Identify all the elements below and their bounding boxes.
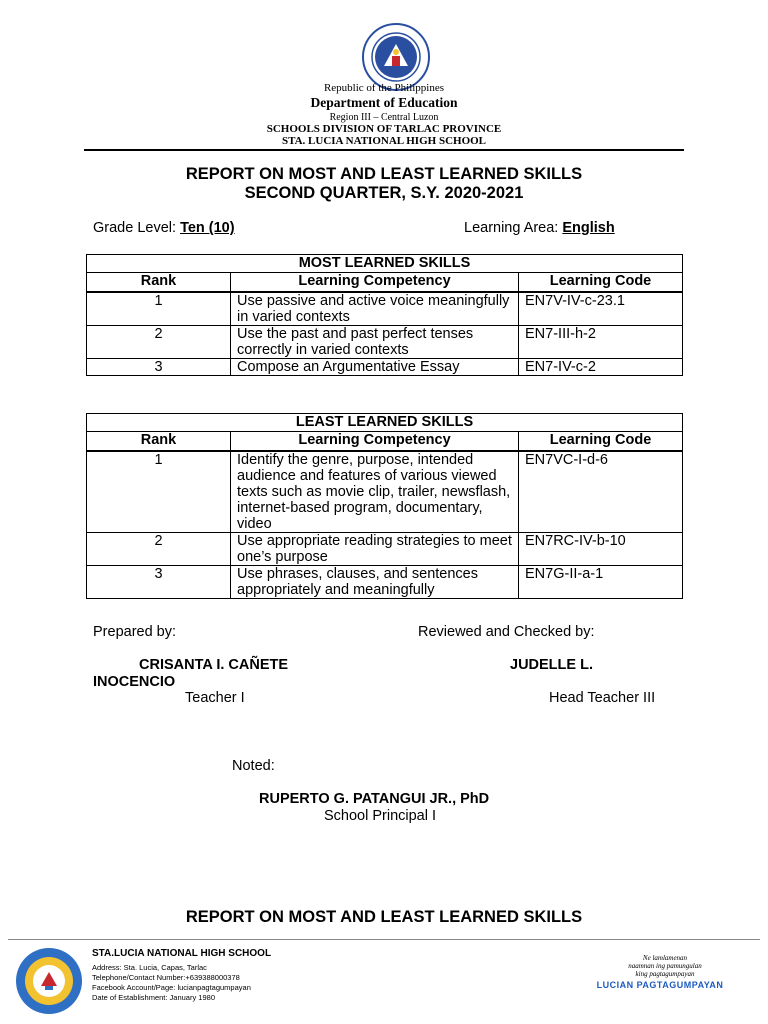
- reviewer-title: Head Teacher III: [549, 690, 656, 706]
- principal-name: RUPERTO G. PATANGUI JR., PhD: [259, 791, 490, 807]
- rank-cell: 2: [87, 326, 231, 359]
- report-subtitle: SECOND QUARTER, S.Y. 2020-2021: [244, 184, 524, 202]
- motto-line: Ne lamlamenan: [642, 954, 688, 962]
- report-title: REPORT ON MOST AND LEAST LEARNED SKILLS: [185, 165, 583, 183]
- reviewed-by-label: Reviewed and Checked by:: [418, 624, 595, 640]
- learning-area: [464, 220, 615, 236]
- grade-level: [93, 220, 235, 236]
- header-division: SCHOOLS DIVISION OF TARLAC PROVINCE: [266, 123, 502, 135]
- footer-phone: Telephone/Contact Number:+639388000378: [92, 973, 240, 982]
- rank-cell: 1: [87, 292, 231, 326]
- column-header-rank: Rank: [87, 432, 231, 452]
- noted-label: Noted:: [232, 758, 275, 774]
- header-school: STA. LUCIA NATIONAL HIGH SCHOOL: [281, 135, 487, 147]
- reviewer-name: JUDELLE L.: [510, 657, 593, 673]
- header-region: Region III – Central Luzon: [329, 112, 439, 123]
- header-divider: [84, 149, 684, 151]
- competency-cell: Use passive and active voice meaningfully in varied contexts: [231, 292, 519, 326]
- grade-level-value: Ten (10): [180, 220, 235, 236]
- rank-cell: 2: [87, 533, 231, 566]
- most-learned-table: [86, 254, 683, 376]
- column-header-rank: Rank: [87, 273, 231, 293]
- competency-cell: Use appropriate reading strategies to meet one’s purpose: [231, 533, 519, 566]
- preparer-name: CRISANTA I. CAÑETE: [139, 657, 289, 673]
- header-department: Department of Education: [310, 95, 458, 110]
- footer-school-name: STA.LUCIA NATIONAL HIGH SCHOOL: [92, 948, 272, 959]
- least-learned-table: [86, 413, 683, 599]
- competency-cell: Use phrases, clauses, and sentences appropriately and meaningfully: [231, 566, 519, 599]
- principal-title: School Principal I: [324, 808, 437, 824]
- prepared-by-label: Prepared by:: [93, 624, 177, 640]
- code-cell: EN7RC-IV-b-10: [519, 533, 683, 566]
- table-row: [87, 566, 683, 599]
- column-header-code: Learning Code: [519, 273, 683, 293]
- school-logo-icon: [14, 946, 84, 1016]
- competency-cell: Compose an Argumentative Essay: [231, 359, 519, 376]
- code-cell: EN7-III-h-2: [519, 326, 683, 359]
- table-caption: LEAST LEARNED SKILLS: [87, 414, 683, 432]
- code-cell: EN7V-IV-c-23.1: [519, 292, 683, 326]
- table-row: [87, 359, 683, 376]
- motto-line: king pagtagumpayan: [635, 970, 695, 978]
- code-cell: EN7VC-I-d-6: [519, 451, 683, 533]
- footer-address: Address: Sta. Lucia, Capas, Tarlac: [92, 963, 207, 972]
- table-row: [87, 326, 683, 359]
- footer-established: Date of Establishment: January 1980: [92, 993, 215, 1002]
- table-row: [87, 292, 683, 326]
- grade-level-label: Grade Level:: [93, 220, 177, 236]
- competency-cell: Identify the genre, purpose, intended audience and features of various viewed texts such as movie clip, trailer, newsflash, internet-based program, documentary, video: [231, 451, 519, 533]
- column-header-competency: Learning Competency: [231, 273, 519, 293]
- competency-cell: Use the past and past perfect tenses correctly in varied contexts: [231, 326, 519, 359]
- preparer-name-continued: INOCENCIO: [93, 674, 176, 690]
- column-header-competency: Learning Competency: [231, 432, 519, 452]
- code-cell: EN7G-II-a-1: [519, 566, 683, 599]
- table-caption: MOST LEARNED SKILLS: [87, 255, 683, 273]
- motto-line: naamnan ing pamungulan: [628, 962, 702, 970]
- column-header-code: Learning Code: [519, 432, 683, 452]
- code-cell: EN7-IV-c-2: [519, 359, 683, 376]
- rank-cell: 3: [87, 359, 231, 376]
- learning-area-label: Learning Area:: [464, 220, 559, 236]
- rank-cell: 3: [87, 566, 231, 599]
- motto-brand: LUCIAN PAGTAGUMPAYAN: [596, 980, 724, 990]
- repeated-report-title: REPORT ON MOST AND LEAST LEARNED SKILLS: [185, 908, 583, 926]
- table-row: [87, 533, 683, 566]
- footer-divider: [8, 939, 760, 940]
- learning-area-value: English: [562, 220, 615, 236]
- footer-facebook: Facebook Account/Page: lucianpagtagumpayan: [92, 983, 251, 992]
- preparer-title: Teacher I: [185, 690, 245, 706]
- table-row: [87, 451, 683, 533]
- rank-cell: 1: [87, 451, 231, 533]
- header-republic: Republic of the Philippines: [323, 82, 445, 94]
